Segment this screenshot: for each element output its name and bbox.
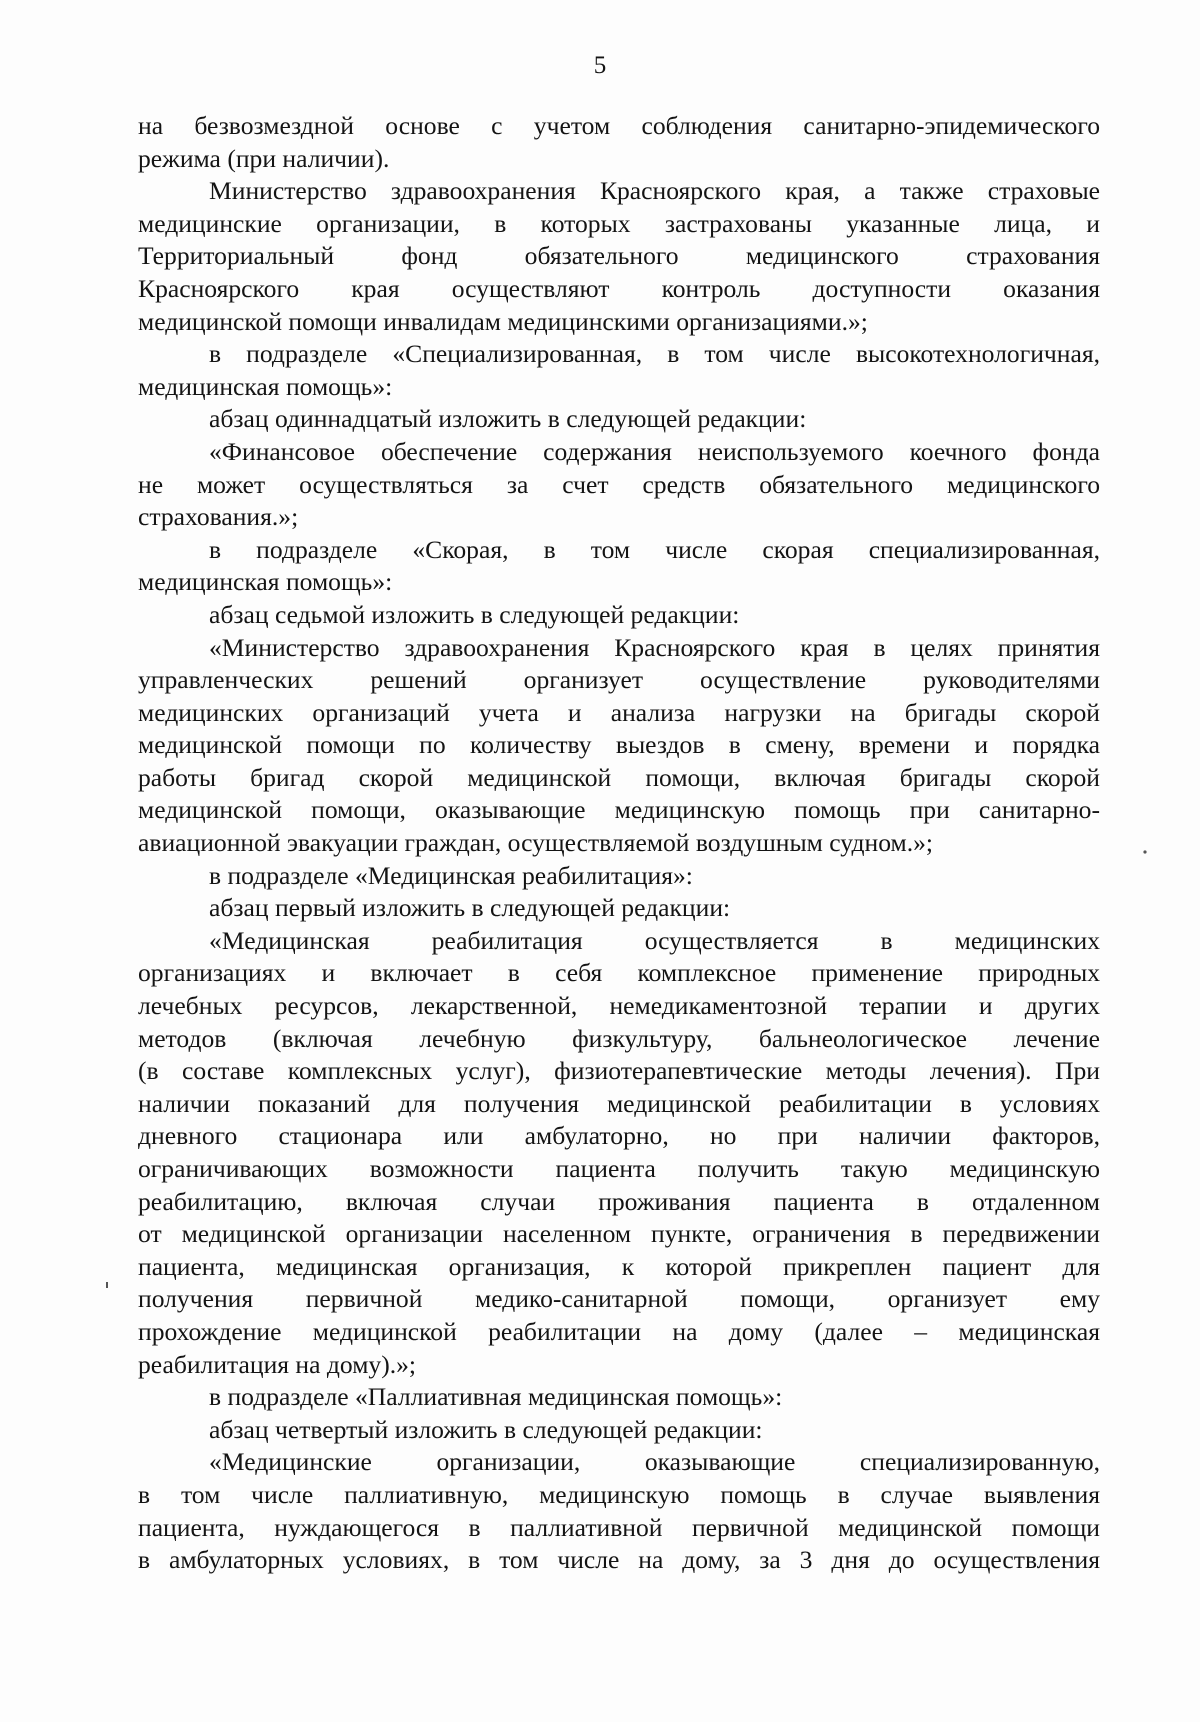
text-line: в подразделе «Паллиативная медицинская помощь»: bbox=[209, 1382, 783, 1412]
text-line: дневного стационара или амбулаторно, но при наличии факторов, bbox=[138, 1121, 1100, 1151]
text-line: медицинской помощи по количеству выездов в смену, времени и порядка bbox=[138, 730, 1100, 760]
text-line: в амбулаторных условиях, в том числе на дому, за 3 дня до осуществления bbox=[138, 1545, 1100, 1575]
text-line: (в составе комплексных услуг), физиотерапевтические методы лечения). При bbox=[138, 1056, 1100, 1086]
text-line: авиационной эвакуации граждан, осуществляемой воздушным судном.»; bbox=[138, 828, 934, 858]
page-number: 5 bbox=[593, 52, 607, 79]
text-line: реабилитацию, включая случаи проживания пациента в отдаленном bbox=[138, 1186, 1100, 1216]
text-line: лечебных ресурсов, лекарственной, немедикаментозной терапии и других bbox=[138, 991, 1100, 1021]
text-line: получения первичной медико-санитарной помощи, организует ему bbox=[138, 1284, 1100, 1314]
text-line: абзац первый изложить в следующей редакции: bbox=[209, 893, 731, 923]
text-line: в подразделе «Медицинская реабилитация»: bbox=[209, 860, 693, 890]
text-line: «Министерство здравоохранения Красноярского края в целях принятия bbox=[209, 632, 1100, 662]
text-line: в том числе паллиативную, медицинскую помощь в случае выявления bbox=[138, 1479, 1100, 1509]
text-line: в подразделе «Специализированная, в том числе высокотехнологичная, bbox=[209, 339, 1100, 369]
text-line: прохождение медицинской реабилитации на дому (далее – медицинская bbox=[138, 1316, 1100, 1346]
text-line: наличии показаний для получения медицинской реабилитации в условиях bbox=[138, 1088, 1100, 1118]
text-line: медицинской помощи инвалидам медицинскими организациями.»; bbox=[138, 306, 868, 336]
text-line: «Финансовое обеспечение содержания неиспользуемого коечного фонда bbox=[209, 436, 1100, 466]
text-line: страхования.»; bbox=[138, 502, 299, 532]
text-line: не может осуществляться за счет средств обязательного медицинского bbox=[138, 469, 1100, 499]
text-line: абзац четвертый изложить в следующей редакции: bbox=[209, 1414, 763, 1444]
text-line: ограничивающих возможности пациента получить такую медицинскую bbox=[138, 1154, 1100, 1183]
text-line: работы бригад скорой медицинской помощи, включая бригады скорой bbox=[138, 762, 1100, 792]
text-line: режима (при наличии). bbox=[138, 143, 390, 173]
text-line: пациента, медицинская организация, к которой прикреплен пациент для bbox=[138, 1251, 1100, 1281]
text-line: медицинских организаций учета и анализа нагрузки на бригады скорой bbox=[138, 697, 1100, 727]
text-line: организациях и включает в себя комплексное применение природных bbox=[138, 958, 1100, 988]
text-line: Территориальный фонд обязательного медицинского страхования bbox=[138, 241, 1100, 271]
text-line: в подразделе «Скорая, в том числе скорая специализированная, bbox=[209, 534, 1100, 564]
text-line: от медицинской организации населенном пункте, ограничения в передвижении bbox=[138, 1219, 1100, 1249]
text-line: методов (включая лечебную физкультуру, бальнеологическое лечение bbox=[138, 1023, 1100, 1053]
text-line: абзац одиннадцатый изложить в следующей редакции: bbox=[209, 404, 807, 434]
text-line: медицинские организации, в которых застрахованы указанные лица, и bbox=[138, 208, 1100, 238]
text-line: медицинской помощи, оказывающие медицинскую помощь при санитарно- bbox=[138, 795, 1100, 825]
text-line: абзац седьмой изложить в следующей редакции: bbox=[209, 599, 740, 629]
text-line: на безвозмездной основе с учетом соблюдения санитарно-эпидемического bbox=[138, 111, 1100, 140]
text-line: пациента, нуждающегося в паллиативной первичной медицинской помощи bbox=[138, 1512, 1100, 1542]
text-line: Министерство здравоохранения Красноярского края, а также страховые bbox=[209, 176, 1100, 206]
text-line: Красноярского края осуществляют контроль доступности оказания bbox=[138, 273, 1100, 303]
text-line: управленческих решений организует осуществление руководителями bbox=[138, 665, 1100, 695]
text-line: медицинская помощь»: bbox=[138, 371, 393, 401]
text-line: реабилитация на дому).»; bbox=[138, 1349, 417, 1379]
text-line: «Медицинские организации, оказывающие специализированную, bbox=[209, 1447, 1100, 1477]
body-text bbox=[138, 110, 1100, 1577]
text-line: «Медицинская реабилитация осуществляется в медицинских bbox=[209, 925, 1100, 955]
text-line: медицинская помощь»: bbox=[138, 567, 393, 597]
